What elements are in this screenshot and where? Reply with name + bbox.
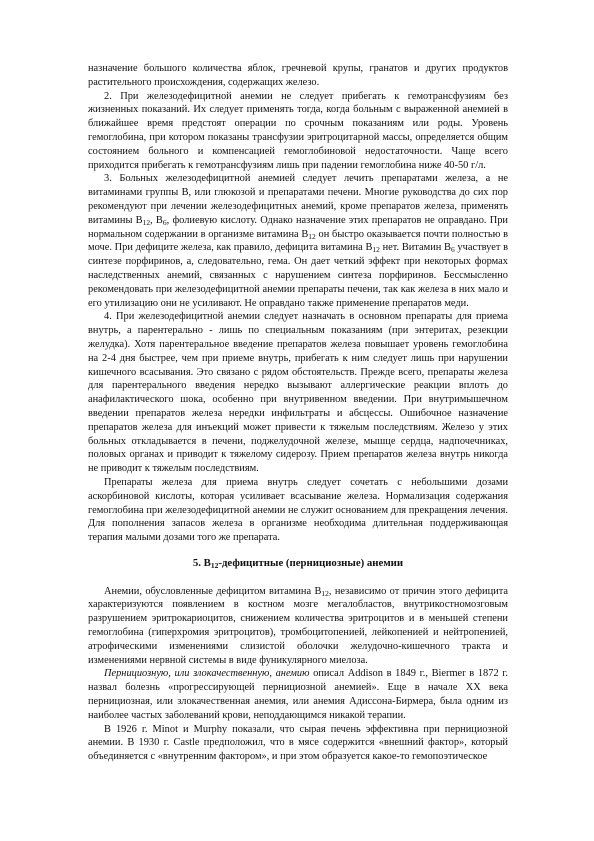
paragraph-oral-iron: Препараты железа для приема внутрь следует сочетать с небольшими дозами аскорбиновой кислоты, которая усиливает всасывание железа. Нормализация содержания гемоглобина при железодефицитной анемии не служит основанием для прекращения лечения. Для пополнения запасов железа в организме необходима длительная поддерживающая терапия малыми дозами того же препарата. — [88, 476, 508, 544]
paragraph-parenteral: 4. При железодефицитной анемии следует назначать в основном препараты для приема внутрь, а парентерально - лишь по специальным показаниям (при энтеритах, резекции желудка). Хотя парентеральное введение препаратов железа повышает уровень гемоглобина на 2-4 дня быстрее, чем при приеме внутрь, прибегать к ним следует лишь при нарушении кишечного всасывания. Это связано с рядом обстоятельств. Прежде всего, препараты железа для парентерального введения нередко вызывают аллергические реакции вплоть до анафилактического шока, особенно при внутривенном введении. При внутримышечном введении препаратов железа нередки инфильтраты и абсцессы. Ошибочное назначение препаратов железа для инъекций может привести к тяжелым последствиям. Железо у этих больных откладывается в печени, поджелудочной железе, мышце сердца, надпочечниках, половых органах и приводит к тяжелому сидерозу. Прием препаратов железа внутрь никогда не приводит к тяжелым последствиям. — [88, 311, 508, 475]
italic-term: Пернициозную, или злокачественную, анемию — [104, 668, 310, 680]
document-page — [88, 62, 508, 764]
section-heading: 5. $В_{12}$-дефицитные (пернициозные) анемии — [192, 556, 404, 570]
paragraph-liver-therapy: В 1926 г. Minot и Murphy показали, что сырая печень эффективна при пернициозной анемии. В 1930 г. Castle предположил, что в мясе содержится «внешний фактор», который объединяется с «внутренним фактором», и при этом образуется какое-то гемопоэтическое — [88, 723, 508, 763]
paragraph-transfusion: 2. При железодефицитной анемии не следует прибегать к гемотрансфузиям без жизненных показаний. Их следует применять тогда, когда больным с выраженной анемией в ближайшее время предстоят операции по срочным показаниям или роды. Уровень гемоглобина, при котором показаны трансфузии эритроцитарной массы, определяется общим состоянием больного и компенсацией гемоглобиновой недостаточности. Чаще всего приходится прибегать к гемотрансфузиям лишь при падении гемоглобина ниже 40-50 г/л. — [88, 90, 508, 171]
paragraph-vitamins: 3. Больных железодефицитной анемией следует лечить препаратами железа, а не витаминами группы В, или глюкозой и препаратами печени. Многие руководства до сих пор рекомендуют при лечении железодефицитных анемий, кроме препаратов железа, применять витамины $В_{12}$, $В_6$, фолиевую кислоту. Однако назначение этих препаратов не оправдано. При нормальном содержании в организме витамина $В_{12}$ он быстро оказывается почти полностью в моче. При дефиците железа, как правило, дефицита витамина $В_{12}$ нет. Витамин $В_6$ участвует в синтезе порфиринов, а, следовательно, гема. Он дает четкий эффект при некоторых формах наследственных анемий, связанных с нарушением синтеза порфиринов. Бессмысленно рекомендовать при железодефицитной анемии препараты печени, так как железа в них мало и его утилизацию они не усиливают. Не оправдано также применение препаратов меди. — [88, 173, 508, 309]
paragraph-diet: назначение большого количества яблок, гречневой крупы, гранатов и других продуктов растительного происхождения, содержащих железо. — [88, 63, 508, 88]
paragraph-history: Пернициозную, или злокачественную, анемию описал Addison в 1849 г., Biermer в 1872 г. назвал болезнь «прогрессирующей пернициозной анемией». Еще в начале XX века пернициозная, или злокачественная анемия, или анемия Адиссона-Бирмера, была одним из наиболее частых заболеваний крови, неподдающимся никакой терапии. — [88, 668, 508, 721]
paragraph-definition: Анемии, обусловленные дефицитом витамина $В_{12}$, независимо от причин этого дефицита характеризуются появлением в костном мозге мегалобластов, внутрикостномозговым разрушением эритрокариоцитов, снижением количества эритроцитов и в меньшей степени гемоглобина (гиперхромия эритроцитов), тромбоцитопенией, лейкопенией и нейтропенией, атрофическими изменениями слизистой оболочки желудочно-кишечного тракта и изменениями нервной системы в виде фуникулярного миелоза. — [88, 585, 508, 666]
